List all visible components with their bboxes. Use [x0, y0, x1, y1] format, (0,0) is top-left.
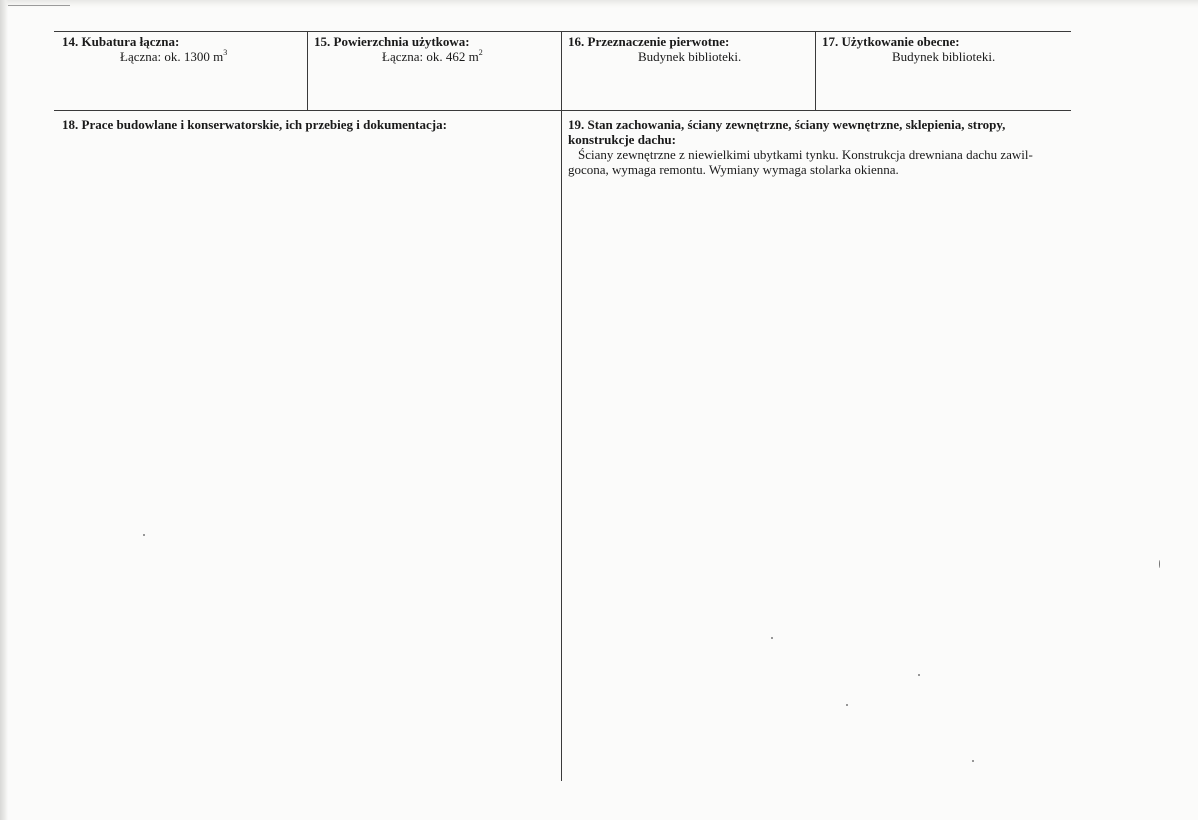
scan-edge-top [0, 0, 1198, 8]
field-19-label: 19. Stan zachowania, ściany zewnętrzne, ściany wewnętrzne, sklepienia, stropy, konstrukcje dachu: [568, 117, 1006, 147]
row-divider [54, 110, 1071, 111]
field-16-original-purpose [568, 34, 808, 64]
col-divider-3 [815, 31, 816, 111]
field-17-label: 17. Użytkowanie obecne: [822, 34, 960, 49]
field-15-value: Łączna: ok. 462 $m^2$ [382, 48, 483, 64]
field-14-cubature [62, 34, 302, 64]
field-17-current-use [822, 34, 1062, 64]
field-18-label: 18. Prace budowlane i konserwatorskie, ich przebieg i dokumentacja: [62, 117, 447, 132]
scan-speck [918, 674, 920, 676]
field-16-label: 16. Przeznaczenie pierwotne: [568, 34, 730, 49]
scan-speck [771, 637, 773, 639]
field-16-value: Budynek biblioteki. [638, 49, 742, 64]
field-19-value-line-1: Ściany zewnętrzne z niewielkimi ubytkami tynku. Konstrukcja drewniana dachu zawil- [578, 147, 1033, 162]
field-17-value: Budynek biblioteki. [892, 49, 996, 64]
scan-speck [143, 534, 145, 536]
scan-speck [846, 704, 848, 706]
col-divider-1 [307, 31, 308, 111]
field-15-label: 15. Powierzchnia użytkowa: [314, 34, 470, 49]
scan-mark [8, 5, 70, 6]
field-14-label: 14. Kubatura łączna: [62, 34, 180, 49]
field-19-value-line-2: gocona, wymaga remontu. Wymiany wymaga stolarka okienna. [568, 162, 899, 177]
field-15-usable-area [314, 34, 554, 64]
field-14-value: Łączna: ok. 1300 $m^3$ [120, 48, 228, 64]
field-19-condition [568, 117, 1068, 177]
scan-speck [972, 760, 974, 762]
scan-speck [1159, 560, 1160, 568]
col-divider-2 [561, 31, 562, 781]
table-top-border [54, 31, 1071, 32]
field-18-construction-works [62, 117, 552, 132]
scan-edge-left [0, 0, 8, 820]
